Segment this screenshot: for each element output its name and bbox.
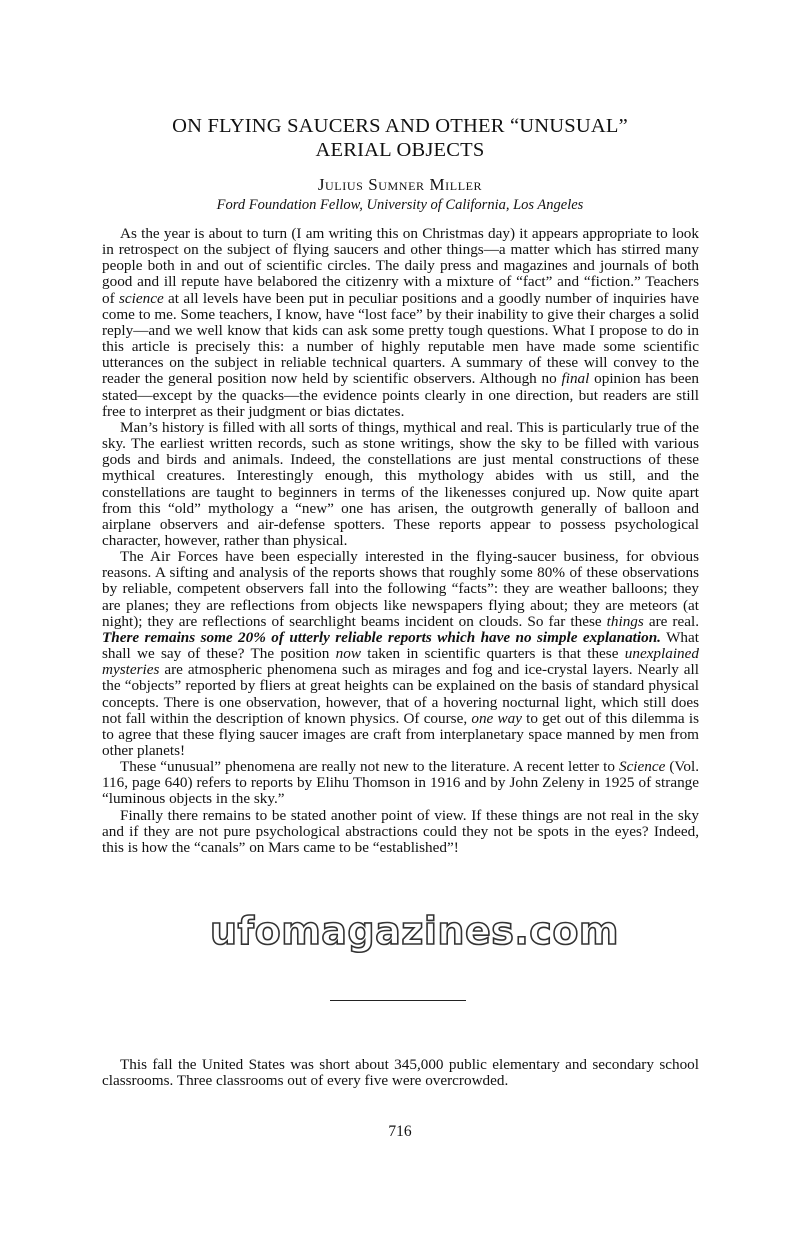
paragraph-text: at all levels have been put in peculiar positions and a goodly number of inquiries have come to me. Some teachers, I know, have “lost face” by their inability to give their charges a solid reply—and we well know that kids can ask some pretty tough questions. What I propose to do in this article is precisely this: a number of highly reputable men have made some scientific utterances on the subject in reliable technical quarters. A summary of these will convey to the reader the general position now held by scientific observers. Although no xyxy=(102,289,700,388)
section-divider xyxy=(330,1000,466,1001)
emphasis-text: Science xyxy=(618,758,666,776)
paragraph-text: (Vol. 116, page 640) refers to reports by Elihu Thomson in 1916 and by John Zeleny in 1925 of strange “luminous objects in the sky.” xyxy=(102,758,700,808)
body-paragraph xyxy=(102,226,699,420)
emphasis-text: things xyxy=(606,612,644,630)
strong-emphasis-text: There remains some 20% of utterly reliable reports which have no simple explanation. xyxy=(102,628,661,646)
emphasis-text: final xyxy=(561,370,590,388)
body-paragraph xyxy=(102,549,699,759)
body-paragraph xyxy=(102,808,699,856)
paragraph-text: As the year is about to turn (I am writing this on Christmas day) it appears appropriate to look in retrospect on the subject of flying saucers and other things—a matter which has stirred many people both in and out of scientific circles. The daily press and magazines and journals of both good and ill repute have belabored the citizenry with a mixture of “fact” and “fiction.” Teachers of xyxy=(102,225,699,307)
paragraph-text: to get out of this dilemma is to agree that these flying saucer images are craft from interplanetary space manned by men from other planets! xyxy=(102,709,700,759)
paragraph-text: These “unusual” phenomena are really not new to the literature. A recent letter to xyxy=(120,758,619,776)
emphasis-text: science xyxy=(119,289,164,307)
emphasis-text: now xyxy=(335,645,361,663)
paragraph-text: taken in scientific quarters is that these xyxy=(360,645,625,663)
footnote-text: This fall the United States was short about 345,000 public elementary and secondary school classrooms. Three classrooms out of every five were overcrowded. xyxy=(102,1056,699,1090)
footnote-block xyxy=(102,1057,699,1089)
title-line-2: AERIAL OBJECTS xyxy=(315,139,485,161)
paragraph-text: are atmospheric phenomena such as mirages and fog and ice-crystal layers. Nearly all the “objects” reported by fliers at great heights can be explained on the basis of standard physical concepts. There is one observation, however, that of a hovering nocturnal light, which still does not fall within the description of known physics. Of course, xyxy=(102,661,699,727)
article-body xyxy=(102,226,699,856)
page-number: 716 xyxy=(388,1123,412,1140)
title-line-1: ON FLYING SAUCERS AND OTHER “UNUSUAL” xyxy=(172,115,628,137)
paragraph-text: Man’s history is filled with all sorts of things, mythical and real. This is particularly true of the sky. The earliest written records, such as stone writings, show the sky to be filled with various gods and birds and animals. Indeed, the constellations are just mental constructions of these mythical creatures. Interestingly enough, this mythology abides with us still, and the constellations are taught to beginners in terms of the likenesses conjured up. Now quite apart from this “old” mythology a “new” one has arisen, the outgrowth generally of balloon and airplane observers and air-defense spotters. These reports appear to possess psychological character, however, rather than physical. xyxy=(102,418,699,549)
emphasis-text: unexplained mysteries xyxy=(102,645,699,679)
body-paragraph xyxy=(102,420,699,549)
paragraph-text: The Air Forces have been especially interested in the flying-saucer business, for obvious reasons. A sifting and analysis of the reports shows that roughly some 80% of these observations by reliable, competent observers fall into the following “facts”: they are weather balloons; they are planes; they are reflections from objects like newspapers flying about; they are meteors (at night); they are reflections of searchlight beams incident on clouds. So far these xyxy=(102,548,699,630)
paragraph-text: opinion has been stated—except by the quacks—the evidence points clearly in one direction, but readers are still free to interpret as their judgment or bias dictates. xyxy=(102,370,699,420)
body-paragraph xyxy=(102,759,699,807)
article-title xyxy=(105,114,695,162)
author-name: Julius Sumner Miller xyxy=(317,175,483,194)
paragraph-text: What shall we say of these? The position xyxy=(102,628,699,663)
paragraph-text: are real. xyxy=(643,612,699,630)
emphasis-text: one way xyxy=(471,709,522,727)
author-affiliation: Ford Foundation Fellow, University of California, Los Angeles xyxy=(216,197,584,213)
site-watermark: ufomagazines.com xyxy=(210,909,620,953)
paragraph-text: Finally there remains to be stated another point of view. If these things are not real in the sky and if they are not pure psychological abstractions could they not be spots in the eyes? Indeed, this is how the “canals” on Mars came to be “established”! xyxy=(102,806,699,856)
